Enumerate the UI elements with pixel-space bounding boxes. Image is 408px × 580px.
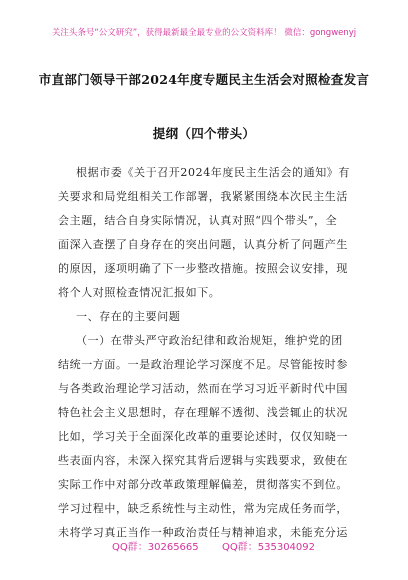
body-line: 将个人对照检查情况汇报如下。 bbox=[58, 286, 221, 299]
footer-qq-group-2: QQ群：535304092 bbox=[222, 542, 316, 553]
body-line: 比如，学习关于全面深化改革的重要论述时，仅仅知晓一 bbox=[58, 430, 348, 443]
footer-qq-group-1: QQ群：30265665 bbox=[112, 542, 199, 553]
body-line: 特色社会主义思想时，存在理解不透彻、浅尝辄止的状况 bbox=[58, 406, 348, 419]
section-heading: 一、存在的主要问题 bbox=[76, 310, 181, 323]
body-line: 实际工作中对部分改革政策理解偏差，贯彻落实不到位。 bbox=[58, 478, 348, 491]
body-line: （一）在带头严守政治纪律和政治规矩，维护党的团 bbox=[76, 334, 343, 347]
body-line: 关要求和局党组相关工作部署，我紧紧围绕本次民主生活 bbox=[58, 190, 348, 203]
body-line: 面深入查摆了自身存在的突出问题，认真分析了问题产生 bbox=[58, 238, 348, 251]
body-line: 些表面内容，未深入探究其背后逻辑与实践要求，致使在 bbox=[58, 454, 348, 467]
body-line: 与各类政治理论学习活动，然而在学习习近平新时代中国 bbox=[58, 382, 348, 395]
document-title-line1: 市直部门领导干部2024年度专题民主生活会对照检查发言 bbox=[38, 72, 370, 87]
body-line: 学习过程中，缺乏系统性与主动性，常为完成任务而学， bbox=[58, 502, 348, 515]
body-line: 根据市委《关于召开2024年度民主生活会的通知》有 bbox=[76, 166, 350, 179]
body-line: 的原因，逐项明确了下一步整改措施。按照会议安排，现 bbox=[58, 262, 348, 275]
body-line: 结统一方面。一是政治理论学习深度不足。尽管能按时参 bbox=[58, 358, 348, 371]
body-line: 会主题，结合自身实际情况，认真对照“四个带头”，全 bbox=[58, 214, 338, 227]
body-line: 未将学习真正当作一种政治责任与精神追求，未能充分运 bbox=[58, 526, 348, 539]
document-title-line2: 提纲（四个带头） bbox=[152, 126, 256, 141]
header-banner: 关注头条号“公文研究”，获得最新最全最专业的公文资料库！ 微信：gongwenyj bbox=[51, 28, 357, 38]
